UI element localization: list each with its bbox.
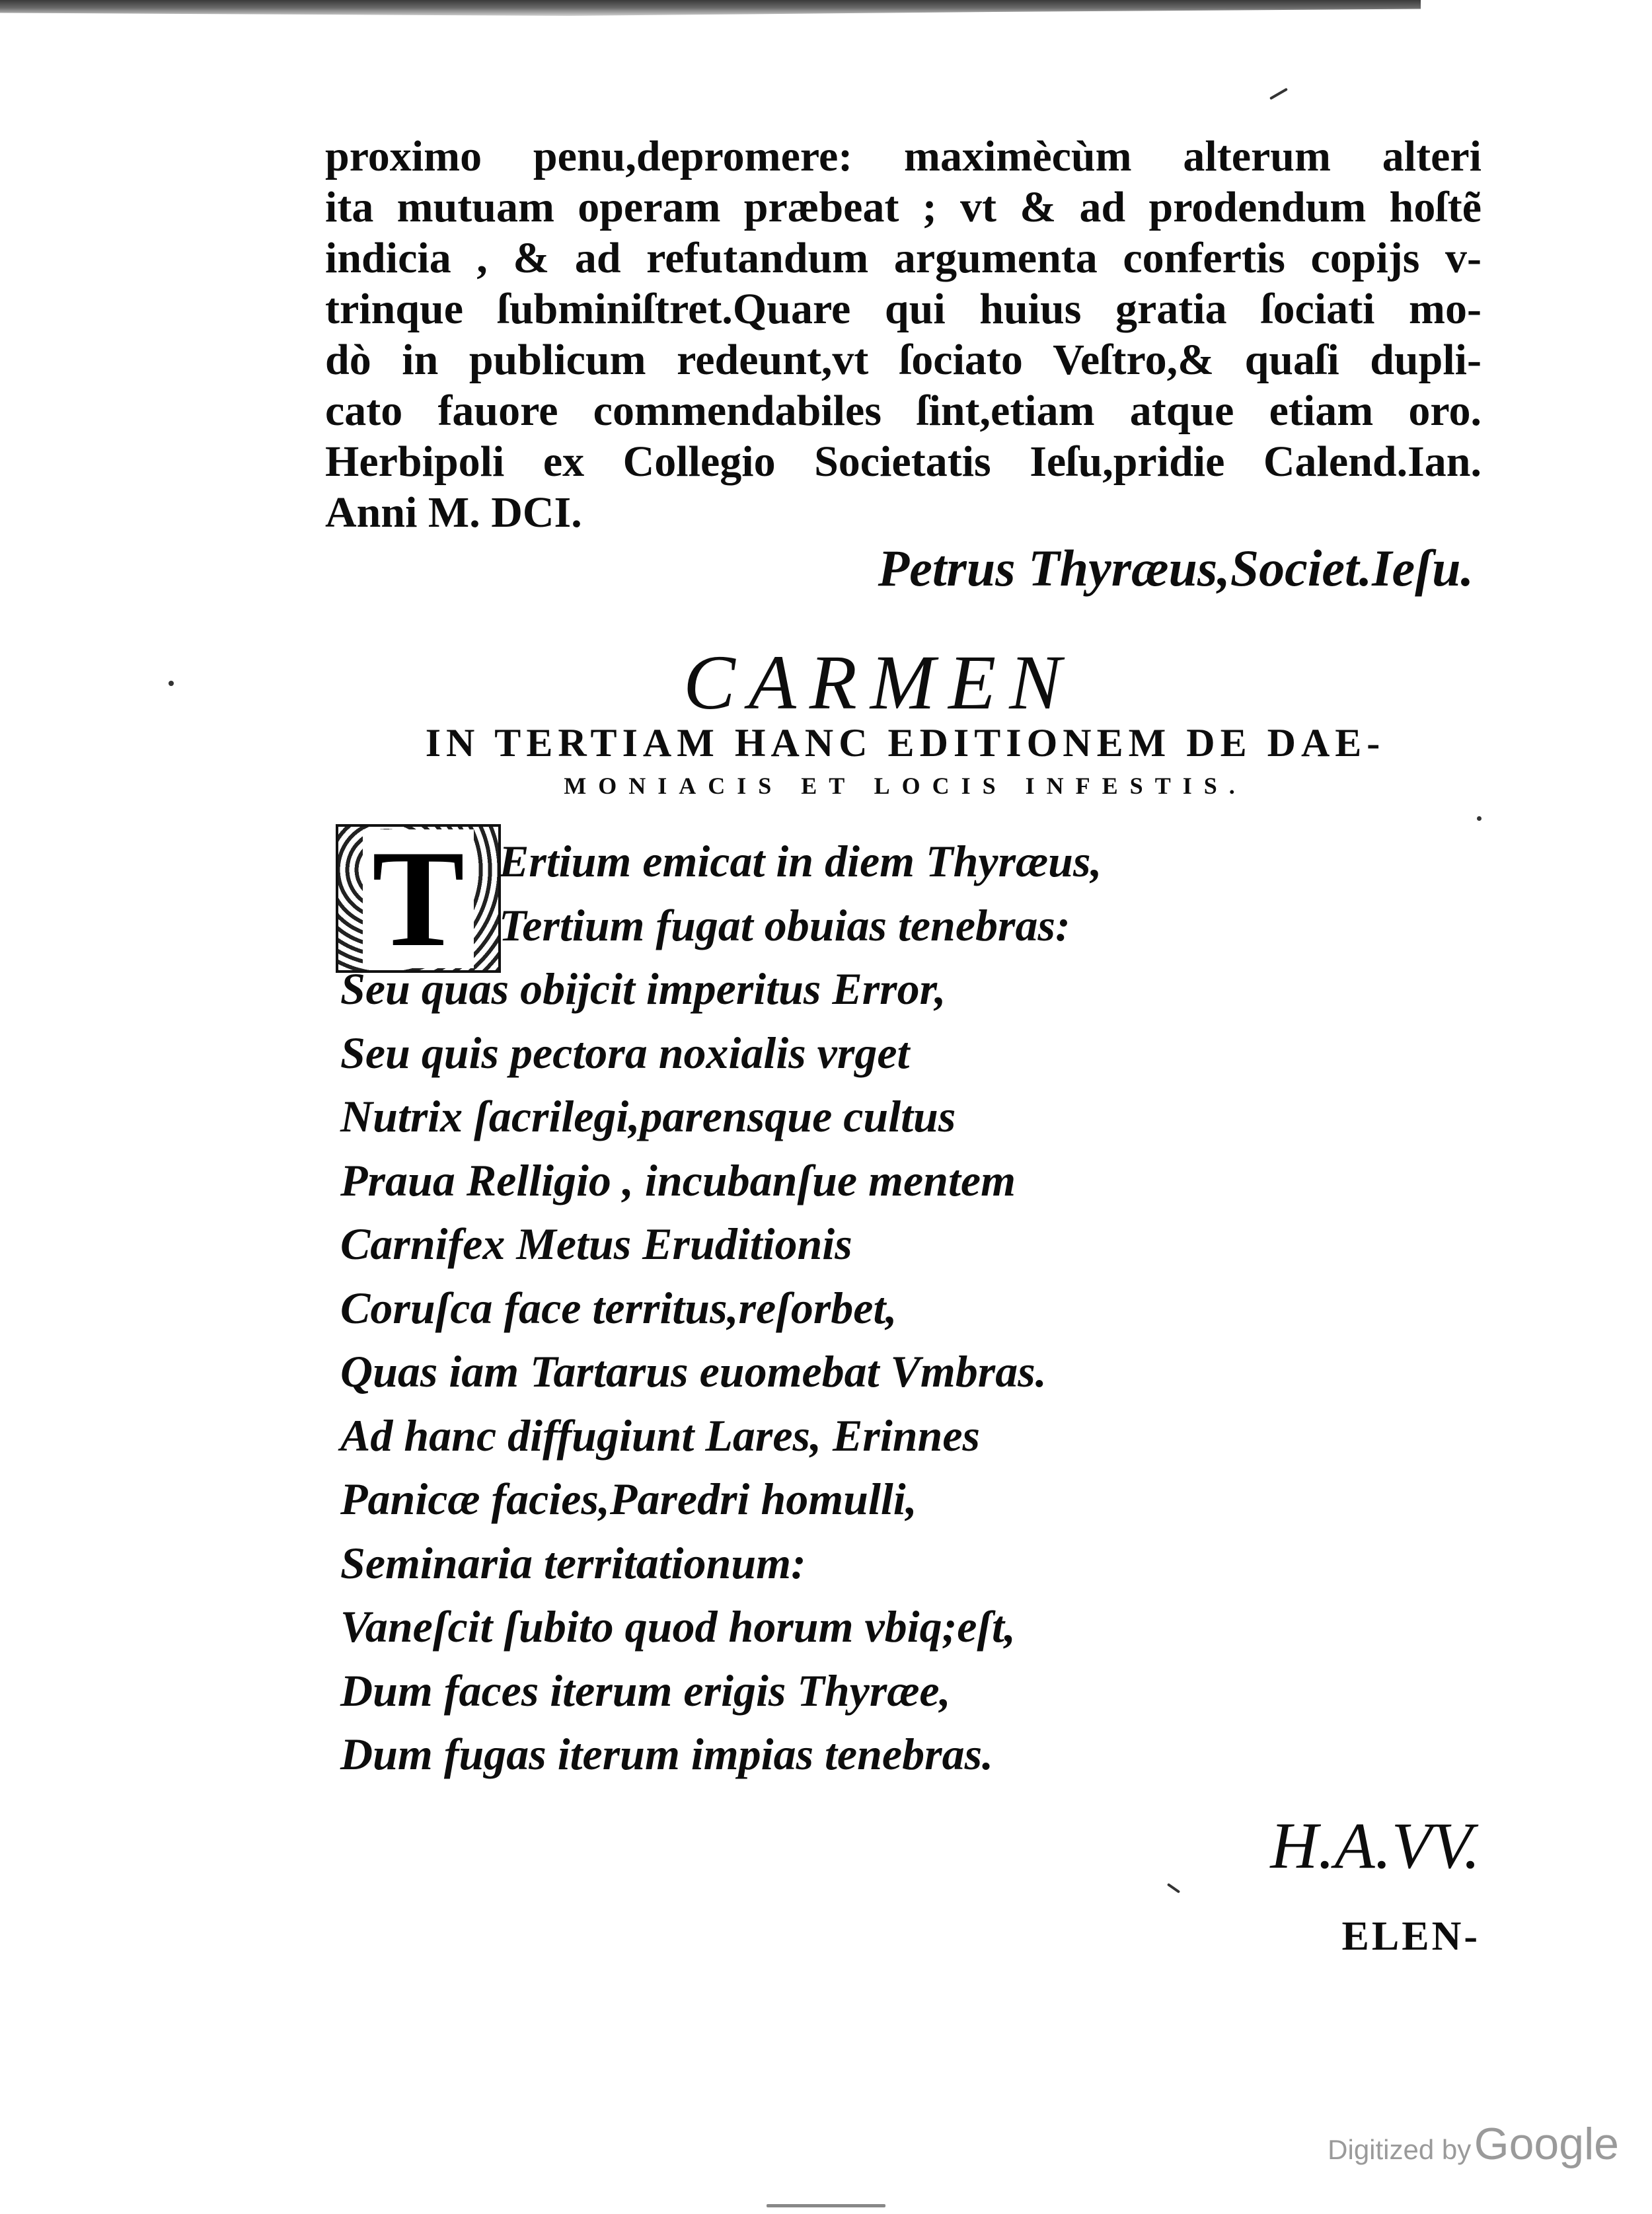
poem-line: Dum faces iterum erigis Thyræe,: [340, 1665, 951, 1716]
poem-line: Seminaria territationum:: [340, 1537, 806, 1588]
prose-paragraph: [325, 131, 1482, 538]
prose-line: trinque ſubminiſtret.Quare qui huius gratia ſociati mo-: [325, 285, 1482, 333]
poem-line: Ertium emicat in diem Thyræus,: [499, 836, 1102, 886]
ink-speck: [169, 681, 174, 686]
prose-line: cato fauore commendabiles ſint,etiam atque etiam oro.: [325, 387, 1482, 435]
poem-line: Praua Relligio , incubanſue mentem: [340, 1155, 1016, 1205]
prose-line: dò in publicum redeunt,vt ſociato Veſtro,& quaſi dupli-: [325, 336, 1482, 384]
poem-line: Seu quas obijcit imperitus Error,: [340, 964, 946, 1014]
poem-line: Panicæ facies,Paredri homulli,: [340, 1474, 917, 1524]
poem-author-initials: H.A.VV.: [1270, 1809, 1480, 1882]
digitization-watermark: [1256, 2118, 1619, 2170]
poem-line: Nutrix ſacrilegi,parensque cultus: [340, 1091, 956, 1141]
poem-line: Dum fugas iterum impias tenebras.: [340, 1729, 994, 1779]
author-signature: Petrus Thyræus,Societ.Ieſu.: [878, 539, 1474, 597]
prose-line: indicia , & ad refutandum argumenta confertis copijs v-: [325, 234, 1482, 282]
watermark-brand: Google: [1474, 2119, 1619, 2169]
watermark-prefix: Digitized by: [1328, 2134, 1472, 2165]
poem-line: Vaneſcit ſubito quod horum vbiq;eſt,: [340, 1601, 1016, 1652]
poem-subtitle-line2: MONIACIS ET LOCIS INFESTIS.: [564, 773, 1247, 799]
poem-line: Ad hanc diffugiunt Lares, Erinnes: [340, 1410, 981, 1461]
prose-line: Anni M. DCI.: [325, 488, 582, 537]
poem-body: [340, 829, 1464, 1786]
drop-cap-letter: T: [363, 829, 474, 968]
prose-line: proximo penu,depromere: maximècùm alterum alteri: [325, 132, 1482, 180]
prose-line: Herbipoli ex Collegio Societatis Ieſu,pridie Calend.Ian.: [325, 438, 1482, 486]
ink-speck: [1167, 1883, 1180, 1893]
poem-line: Coruſca face territus,reſorbet,: [340, 1282, 897, 1333]
poem-subtitle-line1: IN TERTIAM HANC EDITIONEM DE DAE-: [425, 721, 1386, 765]
poem-line: Quas iam Tartarus euomebat Vmbras.: [340, 1346, 1047, 1396]
page-top-edge-shadow: [0, 0, 1421, 20]
poem-line: Tertium fugat obuias tenebras:: [499, 899, 1070, 950]
poem-line: Seu quis pectora noxialis vrget: [340, 1027, 910, 1078]
ink-speck: [767, 2204, 885, 2207]
poem-line: Carnifex Metus Eruditionis: [340, 1219, 852, 1269]
prose-line: ita mutuam operam præbeat ; vt & ad prodendum hoſtẽ: [325, 183, 1482, 231]
catchword: ELEN-: [1341, 1914, 1480, 1959]
poem-title: CARMEN: [683, 639, 1074, 726]
ink-speck: [1477, 816, 1482, 821]
ink-speck: [1269, 88, 1288, 100]
